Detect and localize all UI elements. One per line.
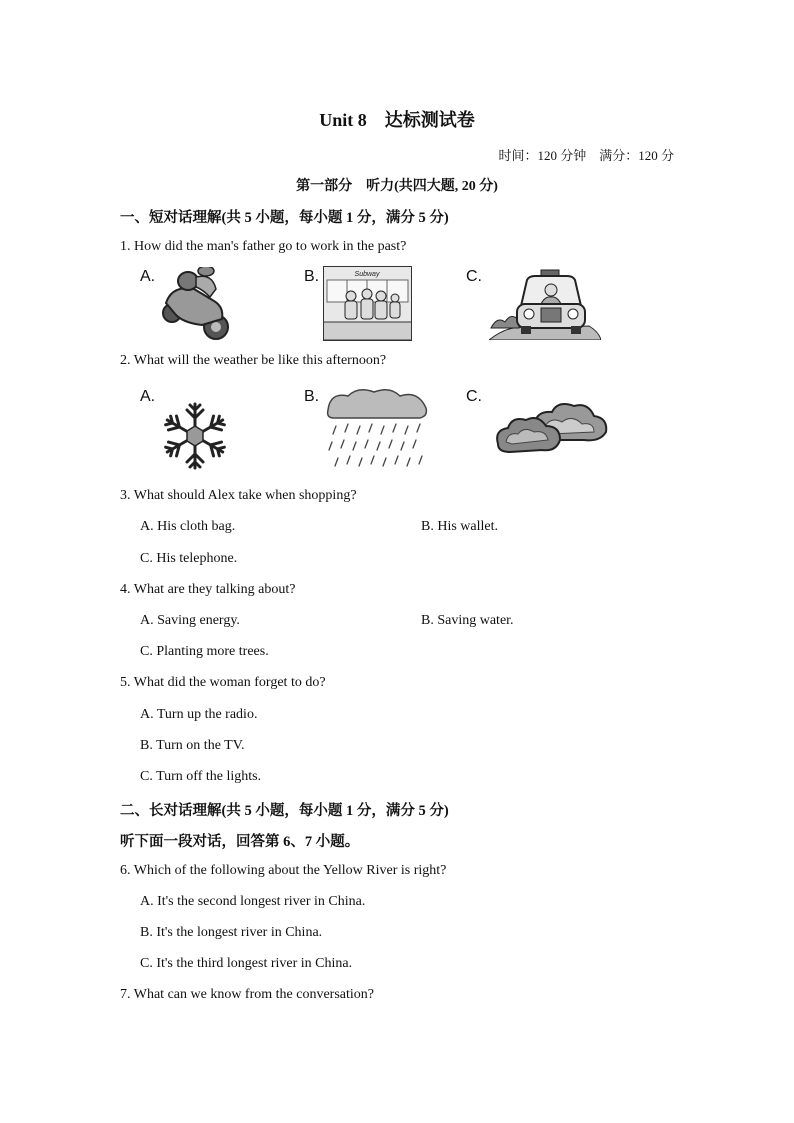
question-5: 5. What did the woman forget to do? (120, 675, 326, 690)
snowflake-icon (158, 400, 232, 472)
motorcycle-icon (158, 267, 232, 343)
section2-instruction: 听下面一段对话，回答第 6、7 小题。 (120, 834, 360, 850)
question-7: 7. What can we know from the conversation? (120, 987, 374, 1002)
q1-option-c-letter: C. (466, 268, 482, 285)
q5-option-b: B. Turn on the TV. (140, 738, 245, 753)
question-1: 1. How did the man's father go to work in the past? (120, 239, 407, 254)
rain-cloud-icon (324, 386, 430, 472)
q3-option-a: A. His cloth bag. (140, 519, 236, 534)
q5-option-c: C. Turn off the lights. (140, 769, 262, 784)
q4-option-a: A. Saving energy. (140, 613, 240, 628)
subway-car-icon (323, 266, 412, 341)
q2-option-c-letter: C. (466, 388, 482, 405)
taxi-icon (489, 266, 601, 340)
question-2: 2. What will the weather be like this afternoon? (120, 353, 387, 368)
svg-text:Subway: Subway (354, 271, 380, 278)
q5-option-a: A. Turn up the radio. (140, 707, 258, 722)
q3-option-c: C. His telephone. (140, 551, 238, 566)
q1-option-a-letter: A. (140, 268, 156, 285)
q6-option-b: B. It's the longest river in China. (140, 925, 323, 940)
q4-option-c: C. Planting more trees. (140, 644, 269, 659)
q1-option-b-letter: B. (304, 268, 320, 285)
q3-option-b: B. His wallet. (421, 519, 498, 534)
page-title: Unit 8 达标测试卷 (319, 110, 475, 130)
cloudy-icon (494, 400, 610, 458)
q6-option-a: A. It's the second longest river in China. (140, 894, 366, 909)
section2-heading: 二、长对话理解(共 5 小题，每小题 1 分，满分 5 分) (120, 803, 449, 819)
q2-option-b-letter: B. (304, 388, 320, 405)
exam-meta: 时间：120 分钟 满分：120 分 (498, 148, 674, 163)
question-3: 3. What should Alex take when shopping? (120, 488, 357, 503)
q2-option-a-letter: A. (140, 388, 156, 405)
question-4: 4. What are they talking about? (120, 582, 296, 597)
q4-option-b: B. Saving water. (421, 613, 514, 628)
q6-option-c: C. It's the third longest river in China. (140, 956, 353, 971)
section1-heading: 一、短对话理解(共 5 小题，每小题 1 分，满分 5 分) (120, 210, 449, 226)
question-6: 6. Which of the following about the Yellow River is right? (120, 863, 447, 878)
part-heading: 第一部分 听力(共四大题, 20 分) (296, 179, 498, 194)
